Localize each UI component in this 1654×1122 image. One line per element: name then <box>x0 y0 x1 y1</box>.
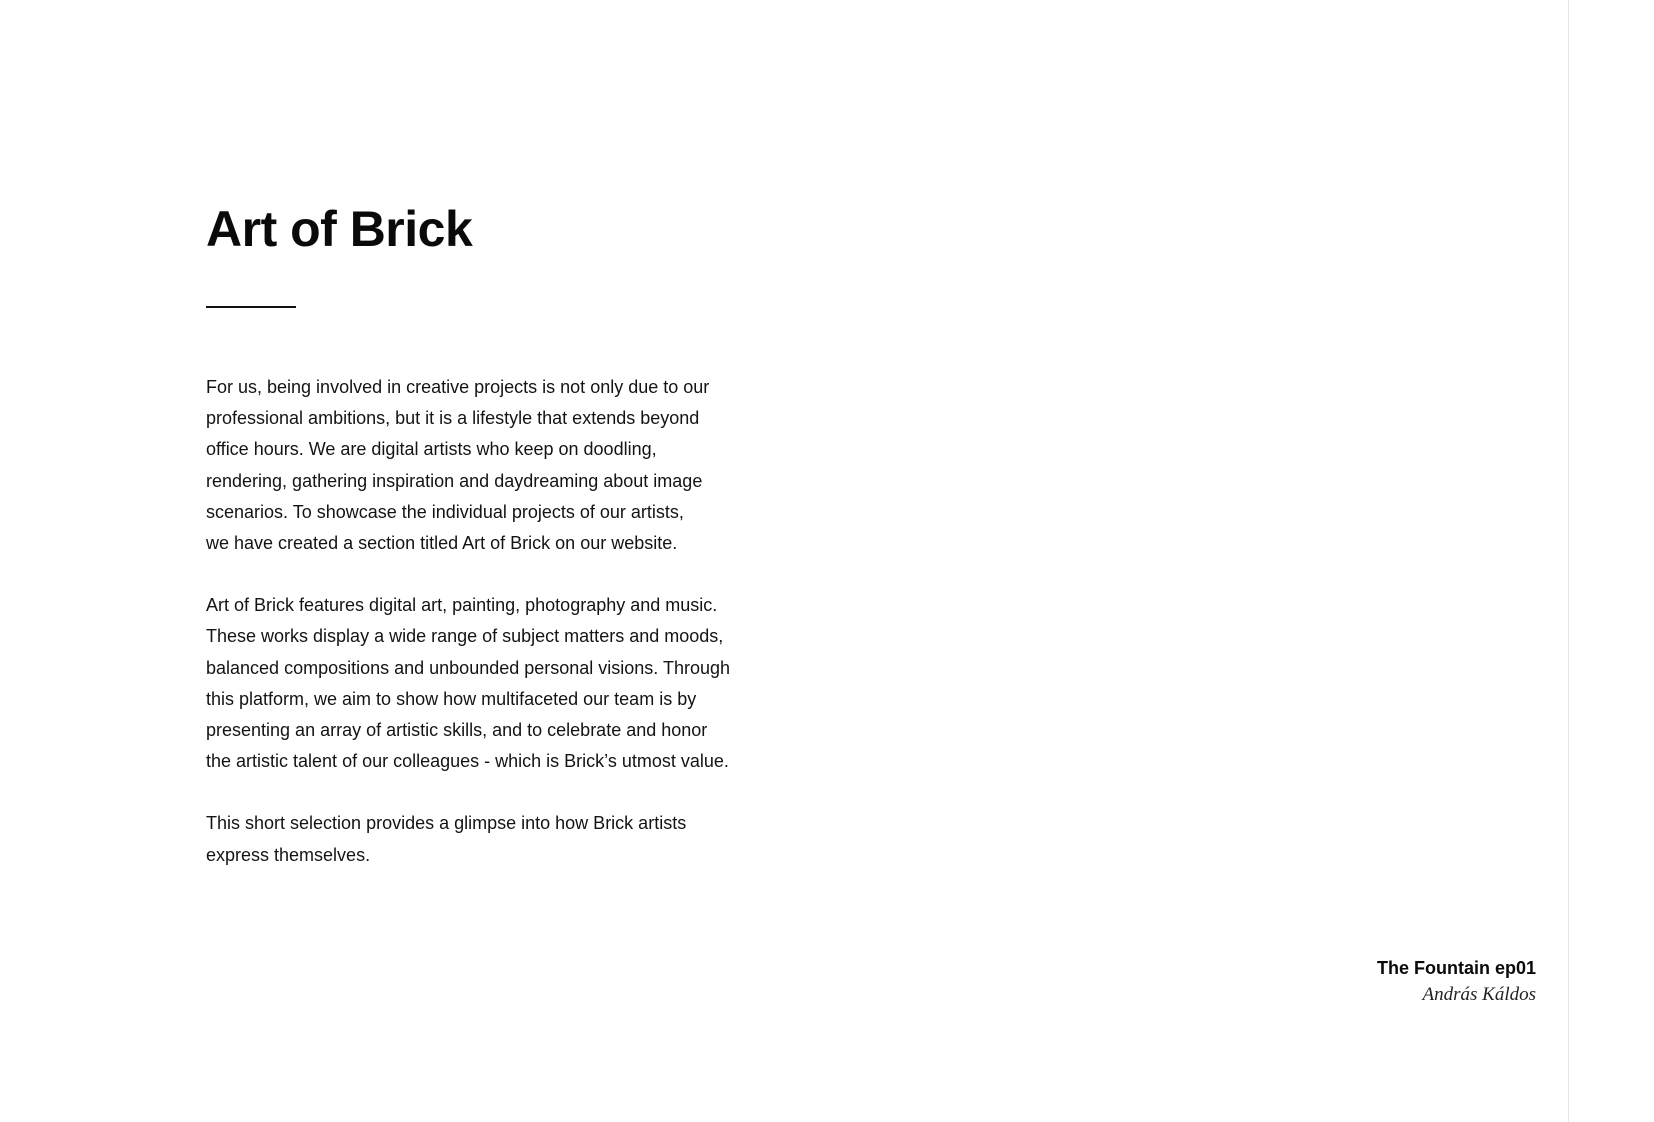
page-edge <box>1568 0 1654 1122</box>
title-divider <box>206 306 296 308</box>
paragraph-selection: This short selection provides a glimpse into how Brick artists express themselves. <box>206 813 687 865</box>
text-column <box>206 196 766 902</box>
artwork-artist: András Káldos <box>1422 984 1536 1005</box>
artwork-caption <box>1377 955 1536 1009</box>
artwork-title: The Fountain ep01 <box>1376 958 1536 978</box>
page-title: Art of Brick <box>206 201 473 257</box>
paragraph-intro: For us, being involved in creative projects is not only due to our professional ambitions, but it is a lifestyle that extends beyond office hours. We are digital artists who keep on doodling, rendering, gathering inspiration and daydreaming about image scenarios. To showcase the individual projects of our artists, we have created a section titled Art of Brick on our website. <box>206 377 710 554</box>
body-text <box>206 372 766 871</box>
paragraph-features: Art of Brick features digital art, painting, photography and music. These works display a wide range of subject matters and moods, balanced compositions and unbounded personal visions. Through this platform, we aim to show how multifaceted our team is by presenting an array of artistic skills, and to celebrate and honor the artistic talent of our colleagues - which is Brick’s utmost value. <box>206 595 731 772</box>
